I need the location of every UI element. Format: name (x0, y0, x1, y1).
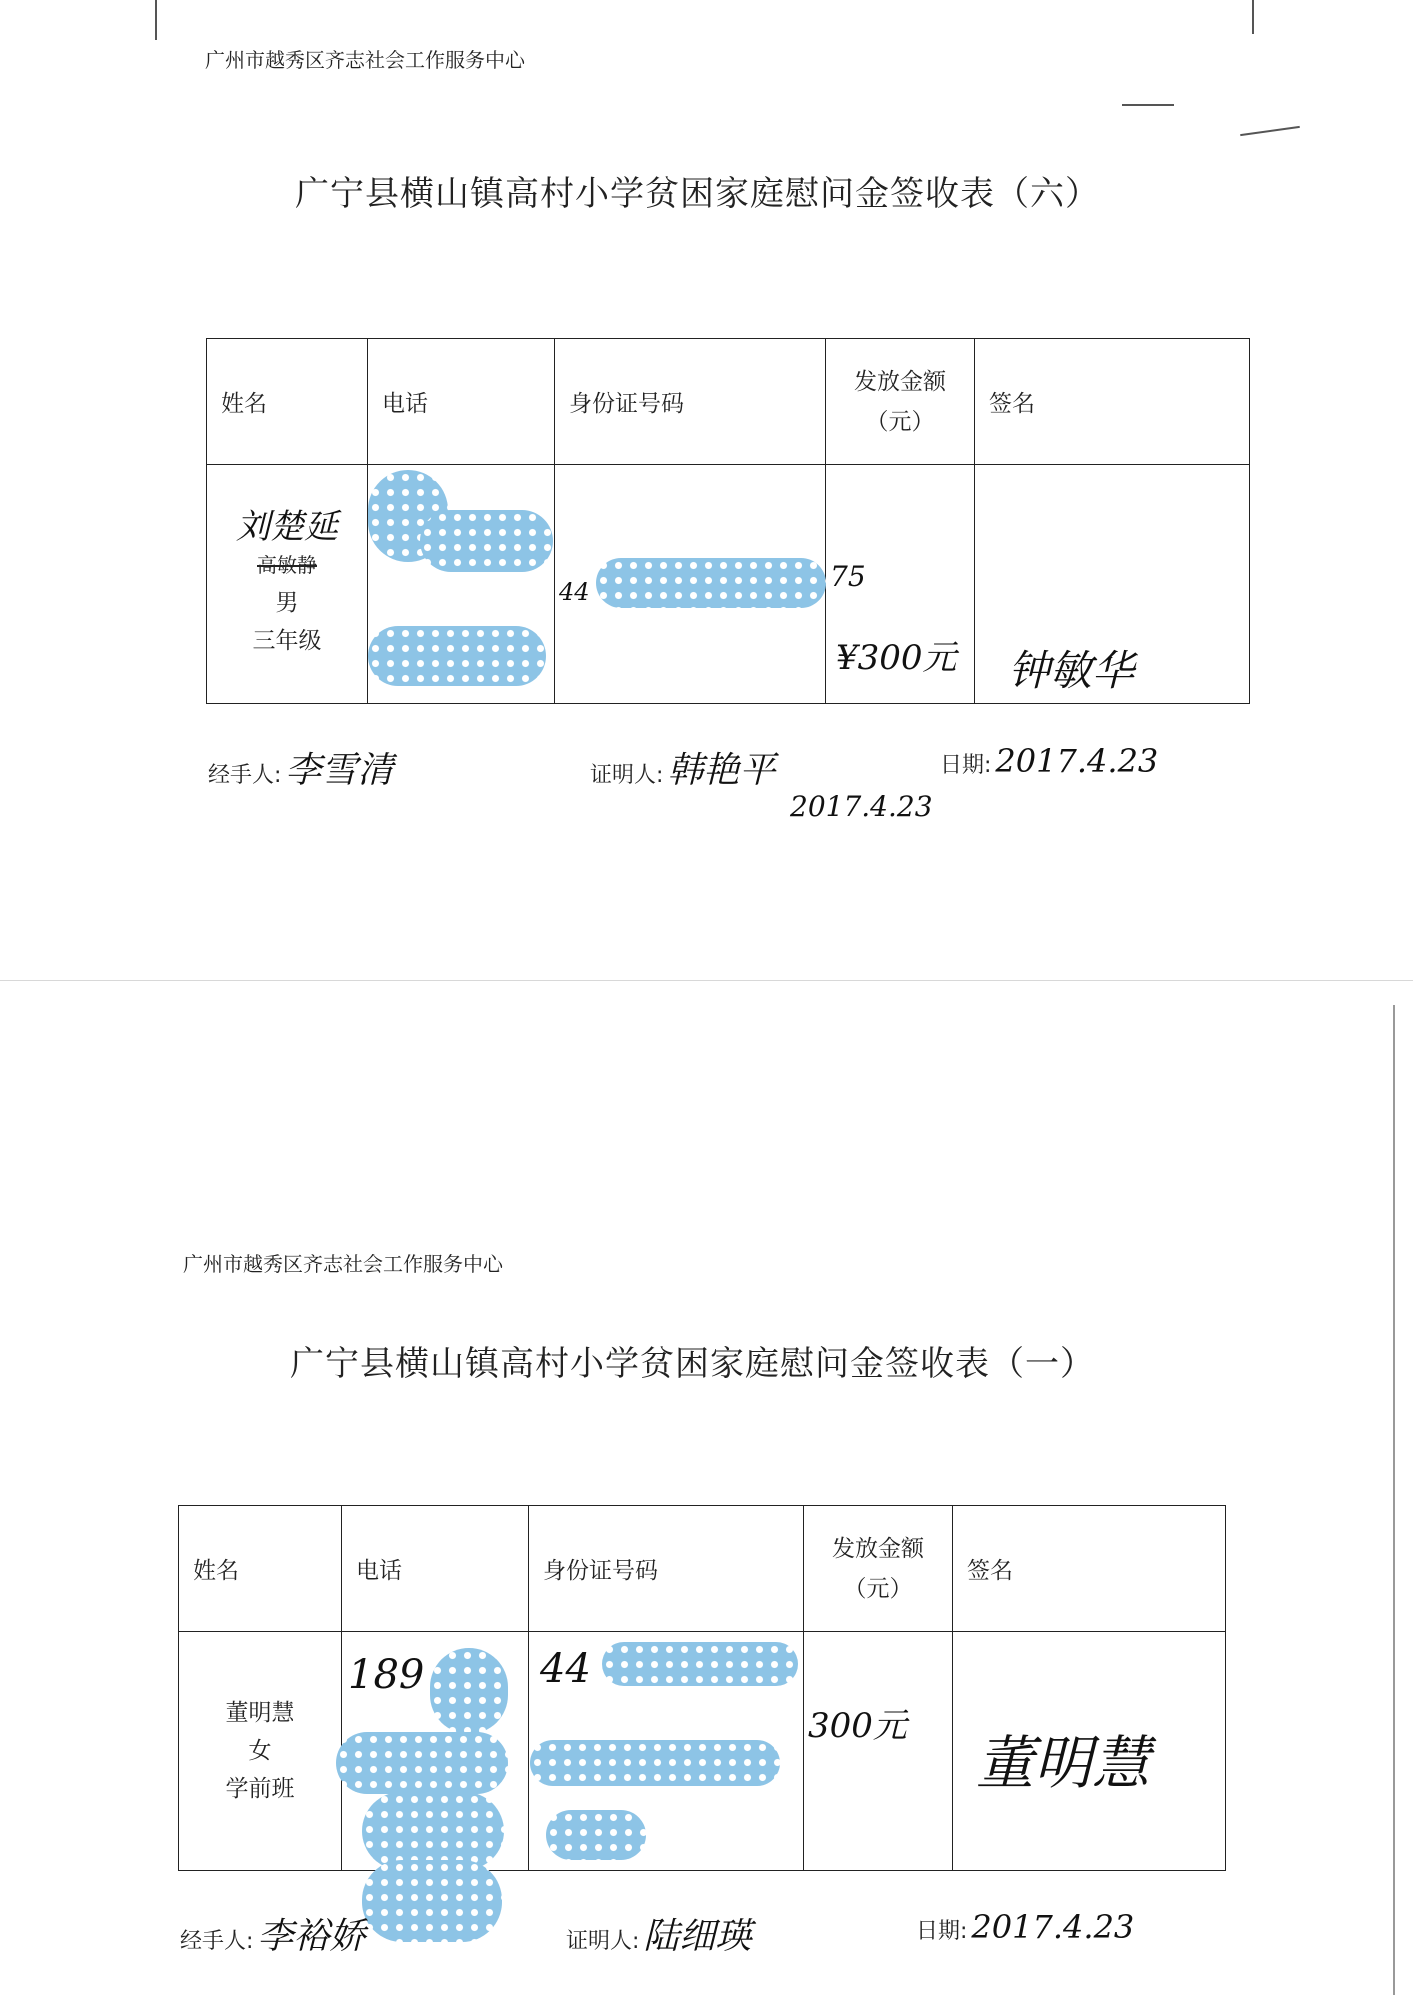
scan-edge-bottom-right (1393, 1005, 1395, 1995)
redaction-mask (546, 1810, 646, 1860)
date-label: 日期: (940, 753, 992, 778)
recipient-grade: 学前班 (225, 1776, 295, 1802)
handler-label: 经手人: (180, 1929, 254, 1954)
redaction-mask (596, 558, 826, 608)
handler-signature: 李雪清 (285, 750, 394, 791)
org-name: 广州市越秀区齐志社会工作服务中心 (205, 48, 525, 72)
date-label: 日期: (916, 1919, 968, 1944)
recipient-signature: 钟敏华 (1008, 646, 1135, 695)
witness-date: 2017.4.23 (790, 790, 933, 823)
header-amount (804, 1506, 953, 1632)
header-amount-line2: （元） (843, 1575, 913, 1602)
amount-value: ¥300元 (836, 638, 957, 678)
witness-label: 证明人: (566, 1929, 640, 1954)
header-amount-line2: （元） (865, 408, 935, 435)
recipient-name: 董明慧 (225, 1700, 295, 1726)
header-phone: 电话 (368, 339, 555, 465)
id-fragment-prefix: 44 (559, 578, 590, 606)
header-signature: 签名 (975, 339, 1250, 465)
redaction-mask (362, 1860, 502, 1942)
recipient-gender: 女 (248, 1738, 272, 1764)
recipient-gender: 男 (275, 590, 299, 616)
org-name: 广州市越秀区齐志社会工作服务中心 (183, 1252, 503, 1276)
redaction-mask (368, 626, 546, 686)
handler-line (180, 1908, 365, 1959)
witness-line (590, 742, 775, 793)
scan-edge-top-right (1252, 0, 1254, 34)
recipient-name-cell (207, 465, 368, 704)
date-value: 2017.4.23 (995, 742, 1159, 780)
scan-mark (1240, 126, 1300, 136)
handler-signature: 李裕娇 (257, 1916, 366, 1957)
amount-value: 300元 (808, 1706, 907, 1746)
date-line (940, 742, 1158, 780)
date-line (916, 1908, 1134, 1946)
header-id-number: 身份证号码 (529, 1506, 804, 1632)
date-value: 2017.4.23 (971, 1908, 1135, 1946)
id-fragment-prefix: 44 (540, 1646, 591, 1692)
handler-line (208, 742, 393, 793)
recipient-grade: 三年级 (252, 628, 322, 654)
receipt-table (178, 1505, 1226, 1871)
recipient-signature: 董明慧 (976, 1729, 1151, 1797)
redaction-mask (420, 510, 553, 572)
header-amount-line1: 发放金额 (832, 1535, 924, 1562)
witness-label: 证明人: (590, 763, 664, 788)
recipient-name-struck: 高敏静 (257, 553, 317, 577)
scan-edge-top-left (155, 0, 157, 40)
scan-mark (1122, 104, 1174, 106)
page-title: 广宁县横山镇高村小学贫困家庭慰问金签收表（一） (290, 1344, 1095, 1384)
header-id-number: 身份证号码 (555, 339, 826, 465)
recipient-name-cell (179, 1632, 342, 1871)
header-phone: 电话 (342, 1506, 529, 1632)
redaction-mask (602, 1642, 798, 1686)
redaction-mask (362, 1792, 504, 1870)
header-name: 姓名 (207, 339, 368, 465)
recipient-name-handwritten: 刘楚延 (236, 507, 338, 547)
id-fragment-suffix: 75 (830, 560, 866, 593)
header-signature: 签名 (953, 1506, 1226, 1632)
header-name: 姓名 (179, 1506, 342, 1632)
header-amount (826, 339, 975, 465)
redaction-mask (336, 1732, 508, 1794)
sheet-seam (0, 980, 1413, 981)
witness-signature: 韩艳平 (667, 750, 776, 791)
redaction-mask (430, 1648, 508, 1734)
witness-line (566, 1908, 751, 1959)
handler-label: 经手人: (208, 763, 282, 788)
header-amount-line1: 发放金额 (854, 368, 946, 395)
page-title: 广宁县横山镇高村小学贫困家庭慰问金签收表（六） (295, 174, 1100, 214)
redaction-mask (530, 1740, 780, 1786)
amount-cell (804, 1632, 953, 1871)
witness-signature: 陆细瑛 (643, 1916, 752, 1957)
phone-fragment: 189 (348, 1652, 425, 1698)
